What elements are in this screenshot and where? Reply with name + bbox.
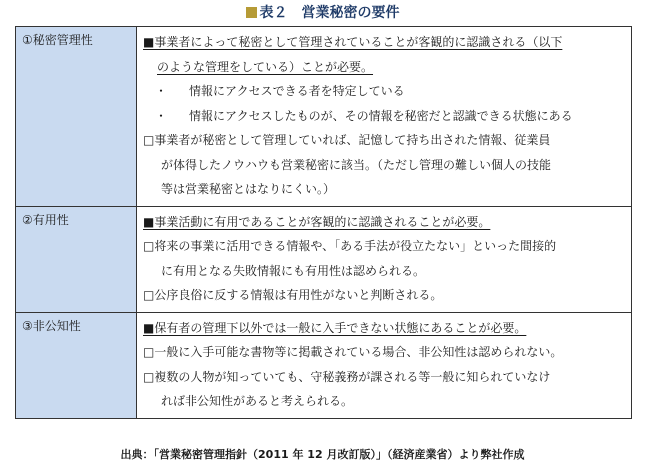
table-row — [16, 27, 632, 207]
note-text: □将来の事業に活用できる情報や、「ある手法が役立たない」といった間接的 — [143, 239, 557, 253]
note-text: に有用となる失敗情報にも有用性は認められる。 — [161, 263, 426, 278]
row-label: ②有用性 — [16, 206, 137, 312]
note-text: □一般に入手可能な書物等に掲載されている場合、非公知性は認められない。 — [143, 345, 563, 359]
source-caption: 出典：「営業秘密管理指針（2011 年 12 月改訂版）」（経済産業省）より弊社作成 — [120, 448, 525, 461]
requirements-table — [15, 26, 632, 419]
requirement-text: のような管理をしている）ことが必要。 — [157, 59, 374, 74]
note-text: □複数の人物が知っていても、守秘義務が課される等一般に知られていなけ — [143, 369, 551, 384]
note-text: れば非公知性があると考えられる。 — [161, 394, 354, 408]
table-row — [16, 206, 632, 312]
note-text: □公序良俗に反する情報は有用性がないと判断される。 — [143, 288, 443, 302]
bullet-mark: ・ — [155, 84, 168, 98]
row-label: ③非公知性 — [16, 312, 137, 418]
square-icon — [246, 7, 257, 18]
requirement-text: ■保有者の管理下以外では一般に入手できない状態にあることが必要。 — [143, 320, 527, 335]
table-row — [16, 312, 632, 418]
bullet-mark: ・ — [155, 108, 168, 123]
list-item: ・ 情報にアクセスできる者を特定している — [143, 79, 625, 104]
table-title: 表２ 営業秘密の要件 — [0, 4, 645, 22]
note-text: が体得したノウハウも営業秘密に該当。（ただし管理の難しい個人の技能 — [161, 157, 552, 172]
row-content — [137, 312, 632, 418]
requirement-text: ■事業活動に有用であることが客観的に認識されることが必要。 — [143, 214, 491, 229]
requirement-text: ■事業者によって秘密として管理されていることが客観的に認識される（以下 — [143, 35, 563, 49]
row-content — [137, 27, 632, 207]
note-text: □事業者が秘密として管理していれば、記憶して持ち出された情報、従業員 — [143, 133, 551, 147]
row-content — [137, 206, 632, 312]
row-label: ①秘密管理性 — [16, 27, 137, 207]
note-text: 等は営業秘密とはなりにくい。） — [161, 182, 336, 196]
list-item: ・ 情報にアクセスしたものが、その情報を秘密だと認識できる状態にある — [143, 104, 625, 129]
